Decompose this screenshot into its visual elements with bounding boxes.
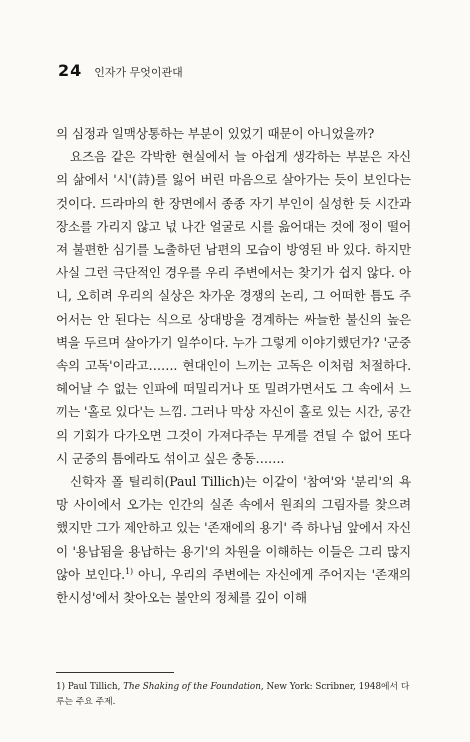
- footnote-title: The Shaking of the Foundation: [123, 682, 261, 692]
- paragraph-3: [56, 470, 411, 609]
- footnote-rest: , New York: Scribner, 1948에서 다루는 주요 주제.: [56, 682, 410, 707]
- paragraph-2: 요즈음 같은 각박한 현실에서 늘 아쉽게 생각하는 부분은 자신의 삶에서 '시'(詩)를 잃어 버린 마음으로 살아가는 듯이 보인다는 것이다. 드라마의 한 장면에서 종종 자기 부인이 실성한 듯 시간과 장소를 가리지 않고 넋 나간 얼굴로 시를 읊어대는 것에 정이 떨어져 불편한 심기를 노출하던 남편의 모습이 방영된 바 있다. 하지만 사실 그런 극단적인 경우를 우리 주변에서는 찾기가 쉽지 않다. 아니, 오히려 우리의 실상은 차가운 경쟁의 논리, 그 어떠한 틈도 주어서는 안 된다는 식으로 상대방을 경계하는 싸늘한 불신의 높은 벽을 두르며 살아가기 일쑤이다. 누가 그렇게 이야기했던가? '군중 속의 고독'이라고……. 현대인이 느끼는 고독은 이처럼 처절하다. 헤어날 수 없는 인파에 떠밀리거나 또 밀려가면서도 그 속에서 느끼는 '홀로 있다'는 느낌. 그러나 막상 자신이 홀로 있는 시간, 공간의 기회가 다가오면 그것이 가져다주는 무게를 견딜 수 없어 또다시 군중의 틈에라도 섞이고 싶은 충동…….: [56, 149, 411, 466]
- page-number: 24: [58, 61, 83, 80]
- footnote-author: Paul Tillich,: [67, 682, 121, 692]
- footnote-marker: 1): [56, 682, 66, 692]
- page-header: [58, 61, 183, 83]
- paragraph-1: 의 심정과 일맥상통하는 부분이 있었기 때문이 아니었을까?: [56, 126, 375, 141]
- body-text: [56, 122, 411, 609]
- footnote-divider: [56, 672, 174, 673]
- footnote: [56, 680, 411, 710]
- paragraph-3-text: 신학자 폴 틸리히(Paul Tillich)는 이같이 '참여'와 '분리'의 욕망 사이에서 오가는 인간의 실존 속에서 원죄의 그림자를 찾으려 했지만 그가 제안하고 있는 '존재에의 용기' 즉 하나님 앞에서 자신이 '용납됨을 용납하는 용기'의 차원을 이해하는 이들은 그리 많지 않아 보인다.: [56, 474, 411, 582]
- paragraph-3-continuation: 아니, 우리의 주변에는 자신에게 주어지는 '존재의 한시성'에서 찾아오는 불안의 정체를 깊이 이해: [56, 566, 411, 606]
- running-title: 인자가 무엇이관대: [94, 66, 183, 79]
- footnote-reference: 1): [125, 566, 133, 576]
